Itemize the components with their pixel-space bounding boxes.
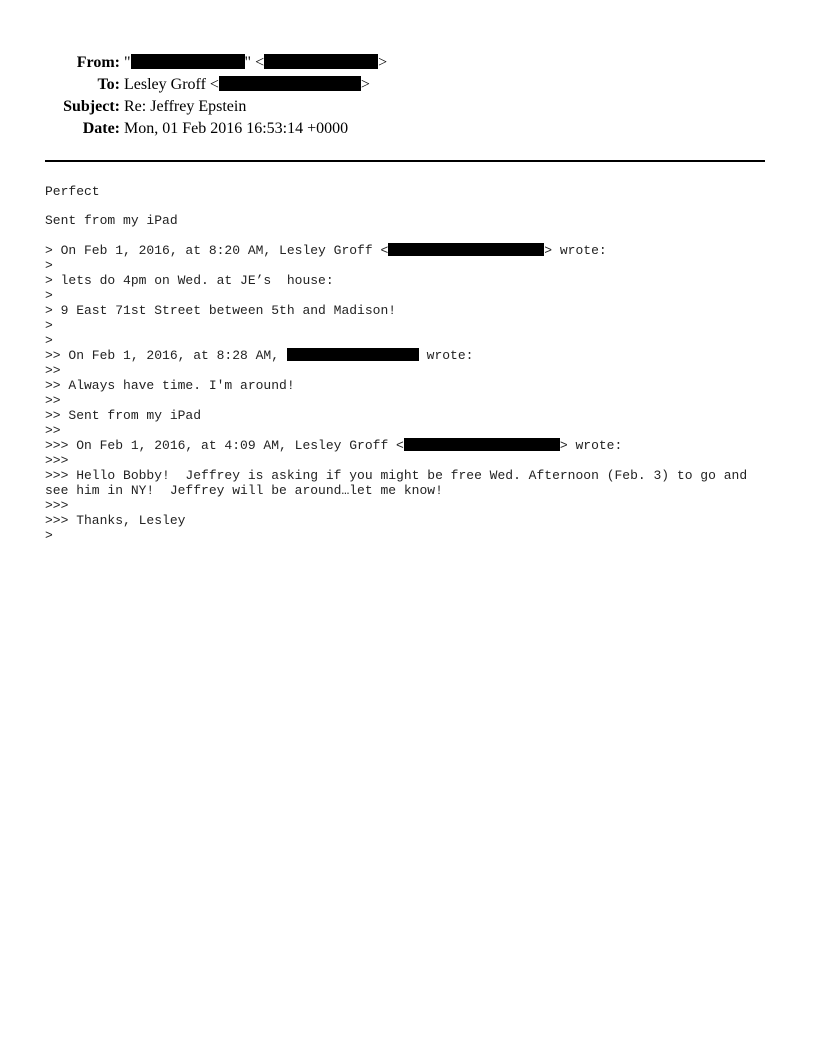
- redacted-email: [388, 243, 544, 256]
- body-line: >>: [45, 363, 61, 378]
- body-line: >>: [45, 393, 61, 408]
- body-line: >>> Thanks, Lesley: [45, 513, 186, 528]
- body-line: > lets do 4pm on Wed. at JE’s house:: [45, 273, 334, 288]
- quote-header-line: > On Feb 1, 2016, at 8:20 AM, Lesley Groff < > wrote:: [45, 243, 607, 258]
- body-line: >>>: [45, 453, 69, 468]
- redacted-from-email: [264, 54, 378, 69]
- body-line: >: [45, 333, 53, 348]
- date-value: Mon, 01 Feb 2016 16:53:14 +0000: [124, 120, 349, 137]
- from-value: " " < >: [124, 54, 388, 71]
- body-line: >>>: [45, 498, 69, 513]
- to-value: Lesley Groff < >: [124, 76, 370, 93]
- to-row: [0, 75, 816, 95]
- redacted-to-email: [219, 76, 361, 91]
- header-divider: [45, 160, 765, 162]
- subject-label: Subject:: [63, 98, 120, 115]
- body-line: >: [45, 318, 53, 333]
- body-line: >> Always have time. I'm around!: [45, 378, 295, 393]
- redacted-sender: [287, 348, 419, 361]
- quote-header-line: >> On Feb 1, 2016, at 8:28 AM, wrote:: [45, 348, 474, 363]
- body-line: > 9 East 71st Street between 5th and Madison!: [45, 303, 397, 318]
- date-row: [0, 119, 816, 139]
- date-label: Date:: [82, 120, 120, 137]
- body-line: >> Sent from my iPad: [45, 408, 202, 423]
- to-label: To:: [97, 76, 120, 93]
- body-line: Perfect: [45, 184, 100, 199]
- body-line: >: [45, 288, 53, 303]
- from-label: From:: [76, 54, 120, 71]
- body-line: >>: [45, 423, 61, 438]
- body-paragraph: >>> Hello Bobby! Jeffrey is asking if you might be free Wed. Afternoon (Feb. 3) to go and see him in NY! Jeffrey will be around…let me know!: [45, 468, 755, 498]
- body-line: >: [45, 528, 53, 543]
- subject-value: Re: Jeffrey Epstein: [124, 98, 247, 115]
- from-row: [0, 53, 816, 73]
- redacted-from-name: [131, 54, 245, 69]
- subject-row: [0, 97, 816, 117]
- body-line: >: [45, 258, 53, 273]
- redacted-email: [404, 438, 560, 451]
- quote-header-line: >>> On Feb 1, 2016, at 4:09 AM, Lesley Groff < > wrote:: [45, 438, 623, 453]
- body-line: Sent from my iPad: [45, 213, 178, 228]
